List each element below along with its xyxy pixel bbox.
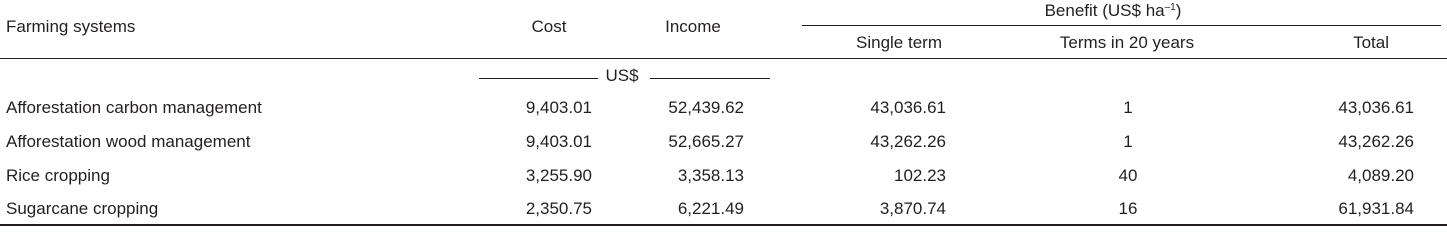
header-benefit-close: ) xyxy=(1175,1,1182,20)
row-terms: 1 xyxy=(1123,98,1133,117)
unit-rule-left xyxy=(479,78,598,79)
row-total: 4,089.20 xyxy=(1347,166,1414,185)
bottom-rule xyxy=(0,224,1447,226)
row-income: 52,439.62 xyxy=(668,98,744,117)
row-cost: 3,255.90 xyxy=(525,166,592,185)
unit-label: US$ xyxy=(605,66,639,85)
header-income: Income xyxy=(665,17,721,36)
header-benefit xyxy=(1045,1,1182,21)
row-single-term: 43,262.26 xyxy=(870,132,946,151)
header-total: Total xyxy=(1353,33,1389,52)
row-total: 43,036.61 xyxy=(1338,98,1414,117)
row-single-term: 102.23 xyxy=(894,166,946,185)
header-cost: Cost xyxy=(531,17,567,36)
row-total: 61,931.84 xyxy=(1338,199,1414,218)
row-system: Rice cropping xyxy=(6,166,110,185)
header-terms-20-years: Terms in 20 years xyxy=(1059,33,1195,52)
benefit-rule xyxy=(802,25,1441,26)
header-rule xyxy=(0,58,1447,59)
row-terms: 1 xyxy=(1123,132,1133,151)
row-cost: 2,350.75 xyxy=(525,199,592,218)
row-system: Afforestation carbon management xyxy=(6,98,262,117)
header-benefit-superscript: –1 xyxy=(1164,2,1176,13)
row-system: Afforestation wood management xyxy=(6,132,251,151)
row-cost: 9,403.01 xyxy=(525,132,592,151)
row-single-term: 3,870.74 xyxy=(879,199,946,218)
row-income: 52,665.27 xyxy=(668,132,744,151)
row-system: Sugarcane cropping xyxy=(6,199,159,218)
header-single-term: Single term xyxy=(856,33,942,52)
row-single-term: 43,036.61 xyxy=(870,98,946,117)
header-farming-systems: Farming systems xyxy=(6,17,136,36)
row-terms: 16 xyxy=(1118,199,1138,218)
unit-rule-right xyxy=(650,78,770,79)
row-income: 3,358.13 xyxy=(677,166,744,185)
row-income: 6,221.49 xyxy=(677,199,744,218)
header-benefit-text: Benefit (US$ ha xyxy=(1044,1,1165,20)
row-terms: 40 xyxy=(1118,166,1138,185)
row-cost: 9,403.01 xyxy=(525,98,592,117)
row-total: 43,262.26 xyxy=(1338,132,1414,151)
